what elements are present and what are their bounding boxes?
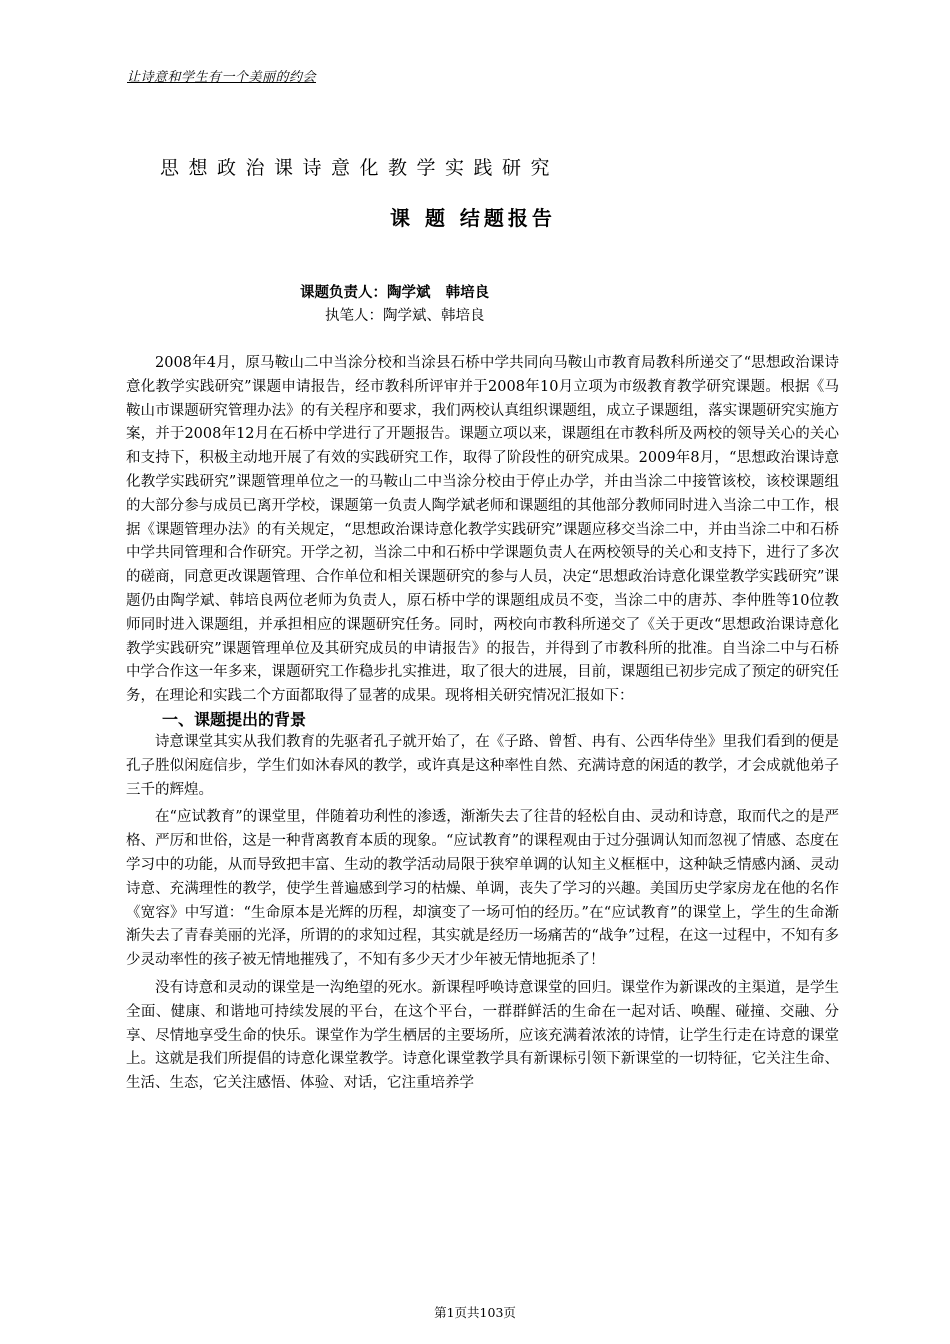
body-paragraph: 诗意课堂其实从我们教育的先驱者孔子就开始了，在《子路、曾皙、冉有、公西华侍坐》里我们看到的便是孔子胜似闲庭信步，学生们如沐春风的教学，或许真是这种率性自然、充满诗意的闲适的教学，才会成就他弟子三千的辉煌。 — [126, 733, 839, 798]
writer-line: 执笔人：陶学斌、韩培良 — [325, 308, 485, 324]
page-number-footer: 第1页共103页 — [434, 1305, 516, 1320]
intro-paragraph: 2008年4月，原马鞍山二中当涂分校和当涂县石桥中学共同向马鞍山市教育局教科所递交了“思想政治课诗意化教学实践研究”课题申请报告，经市教科所评审并于2008年10月立项为市级教育教学研究课题。根据《马鞍山市课题研究管理办法》的有关程序和要求，我们两校认真组织课题组，成立子课题组，落实课题研究实施方案，并于2008年12月在石桥中学进行了开题报告。课题立项以来，课题组在市教科所及两校的领导关心的关心和支持下，积极主动地开展了有效的实践研究工作，取得了阶段性的研究成果。2009年8月，“思想政治课诗意化教学实践研究”课题管理单位之一的马鞍山二中当涂分校由于停止办学，并由当涂二中接管该校，该校课题组的大部分参与成员已离开学校，课题第一负责人陶学斌老师和课题组的其他部分教师同时进入当涂二中工作，根据《课题管理办法》的有关规定，“思想政治课诗意化教学实践研究”课题应移交当涂二中，并由当涂二中和石桥中学共同管理和合作研究。开学之初，当涂二中和石桥中学课题负责人在两校领导的关心和支持下，进行了多次的磋商，同意更改课题管理、合作单位和相关课题研究的参与人员，决定“思想政治诗意化课堂教学实践研究”课题仍由陶学斌、韩培良两位老师为负责人，原石桥中学的课题组成员不变，当涂二中的唐苏、李仲胜等10位教师同时进入课题组，并承担相应的课题研究任务。同时，两校向市教科所递交了《关于更改“思想政治课诗意化教学实践研究”课题管理单位及其研究成员的申请报告》的报告，并得到了市教科所的批准。自当涂二中与石桥中学合作这一年多来，课题研究工作稳步扎实推进，取了很大的进展，目前，课题组已初步完成了预定的研究任务，在理论和实践二个方面都取得了显著的成果。现将相关研究情况汇报如下： — [126, 355, 839, 705]
body-paragraph: 在“应试教育”的课堂里，伴随着功利性的渗透，渐渐失去了往昔的轻松自由、灵动和诗意，取而代之的是严格、严厉和世俗，这是一种背离教育本质的现象。“应试教育”的课程观由于过分强调认知而忽视了情感、态度在学习中的功能，从而导致把丰富、生动的教学活动局限于狭窄单调的认知主义框框中，这种缺乏情感内涵、灵动诗意、充满理性的教学，使学生普遍感到学习的枯燥、单调，丧失了学习的兴趣。美国历史学家房龙在他的名作《宽容》中写道：“生命原本是光辉的历程，却演变了一场可怕的经历。”在“应试教育”的课堂上，学生的生命渐渐失去了青春美丽的光泽，所谓的的求知过程，其实就是经历一场痛苦的“战争”过程，在这一过程中，不知有多少灵动率性的孩子被无情地摧残了，不知有多少天才少年被无情地扼杀了！ — [126, 809, 839, 969]
body-paragraph: 没有诗意和灵动的课堂是一沟绝望的死水。新课程呼唤诗意课堂的回归。课堂作为新课改的主渠道，是学生全面、健康、和谐地可持续发展的平台，在这个平台，一群群鲜活的生命在一起对话、唤醒、碰撞、交融、分享、尽情地享受生命的快乐。课堂作为学生栖居的主要场所，应该充满着浓浓的诗情，让学生行走在诗意的课堂上。这就是我们所提倡的诗意化课堂教学。诗意化课堂教学具有新课标引领下新课堂的一切特征，它关注生命、生活、生态，它关注感悟、体验、对话，它注重培养学 — [126, 979, 839, 1092]
section-heading: 一、课题提出的背景 — [162, 709, 307, 729]
document-body — [126, 352, 839, 1096]
running-header: 让诗意和学生有一个美丽的约会 — [127, 70, 317, 85]
project-leader: 课题负责人：陶学斌 韩培良 — [300, 285, 490, 301]
document-title: 思想政治课诗意化教学实践研究 — [160, 157, 560, 179]
document-subtitle: 课 题 结题报告 — [390, 206, 556, 230]
